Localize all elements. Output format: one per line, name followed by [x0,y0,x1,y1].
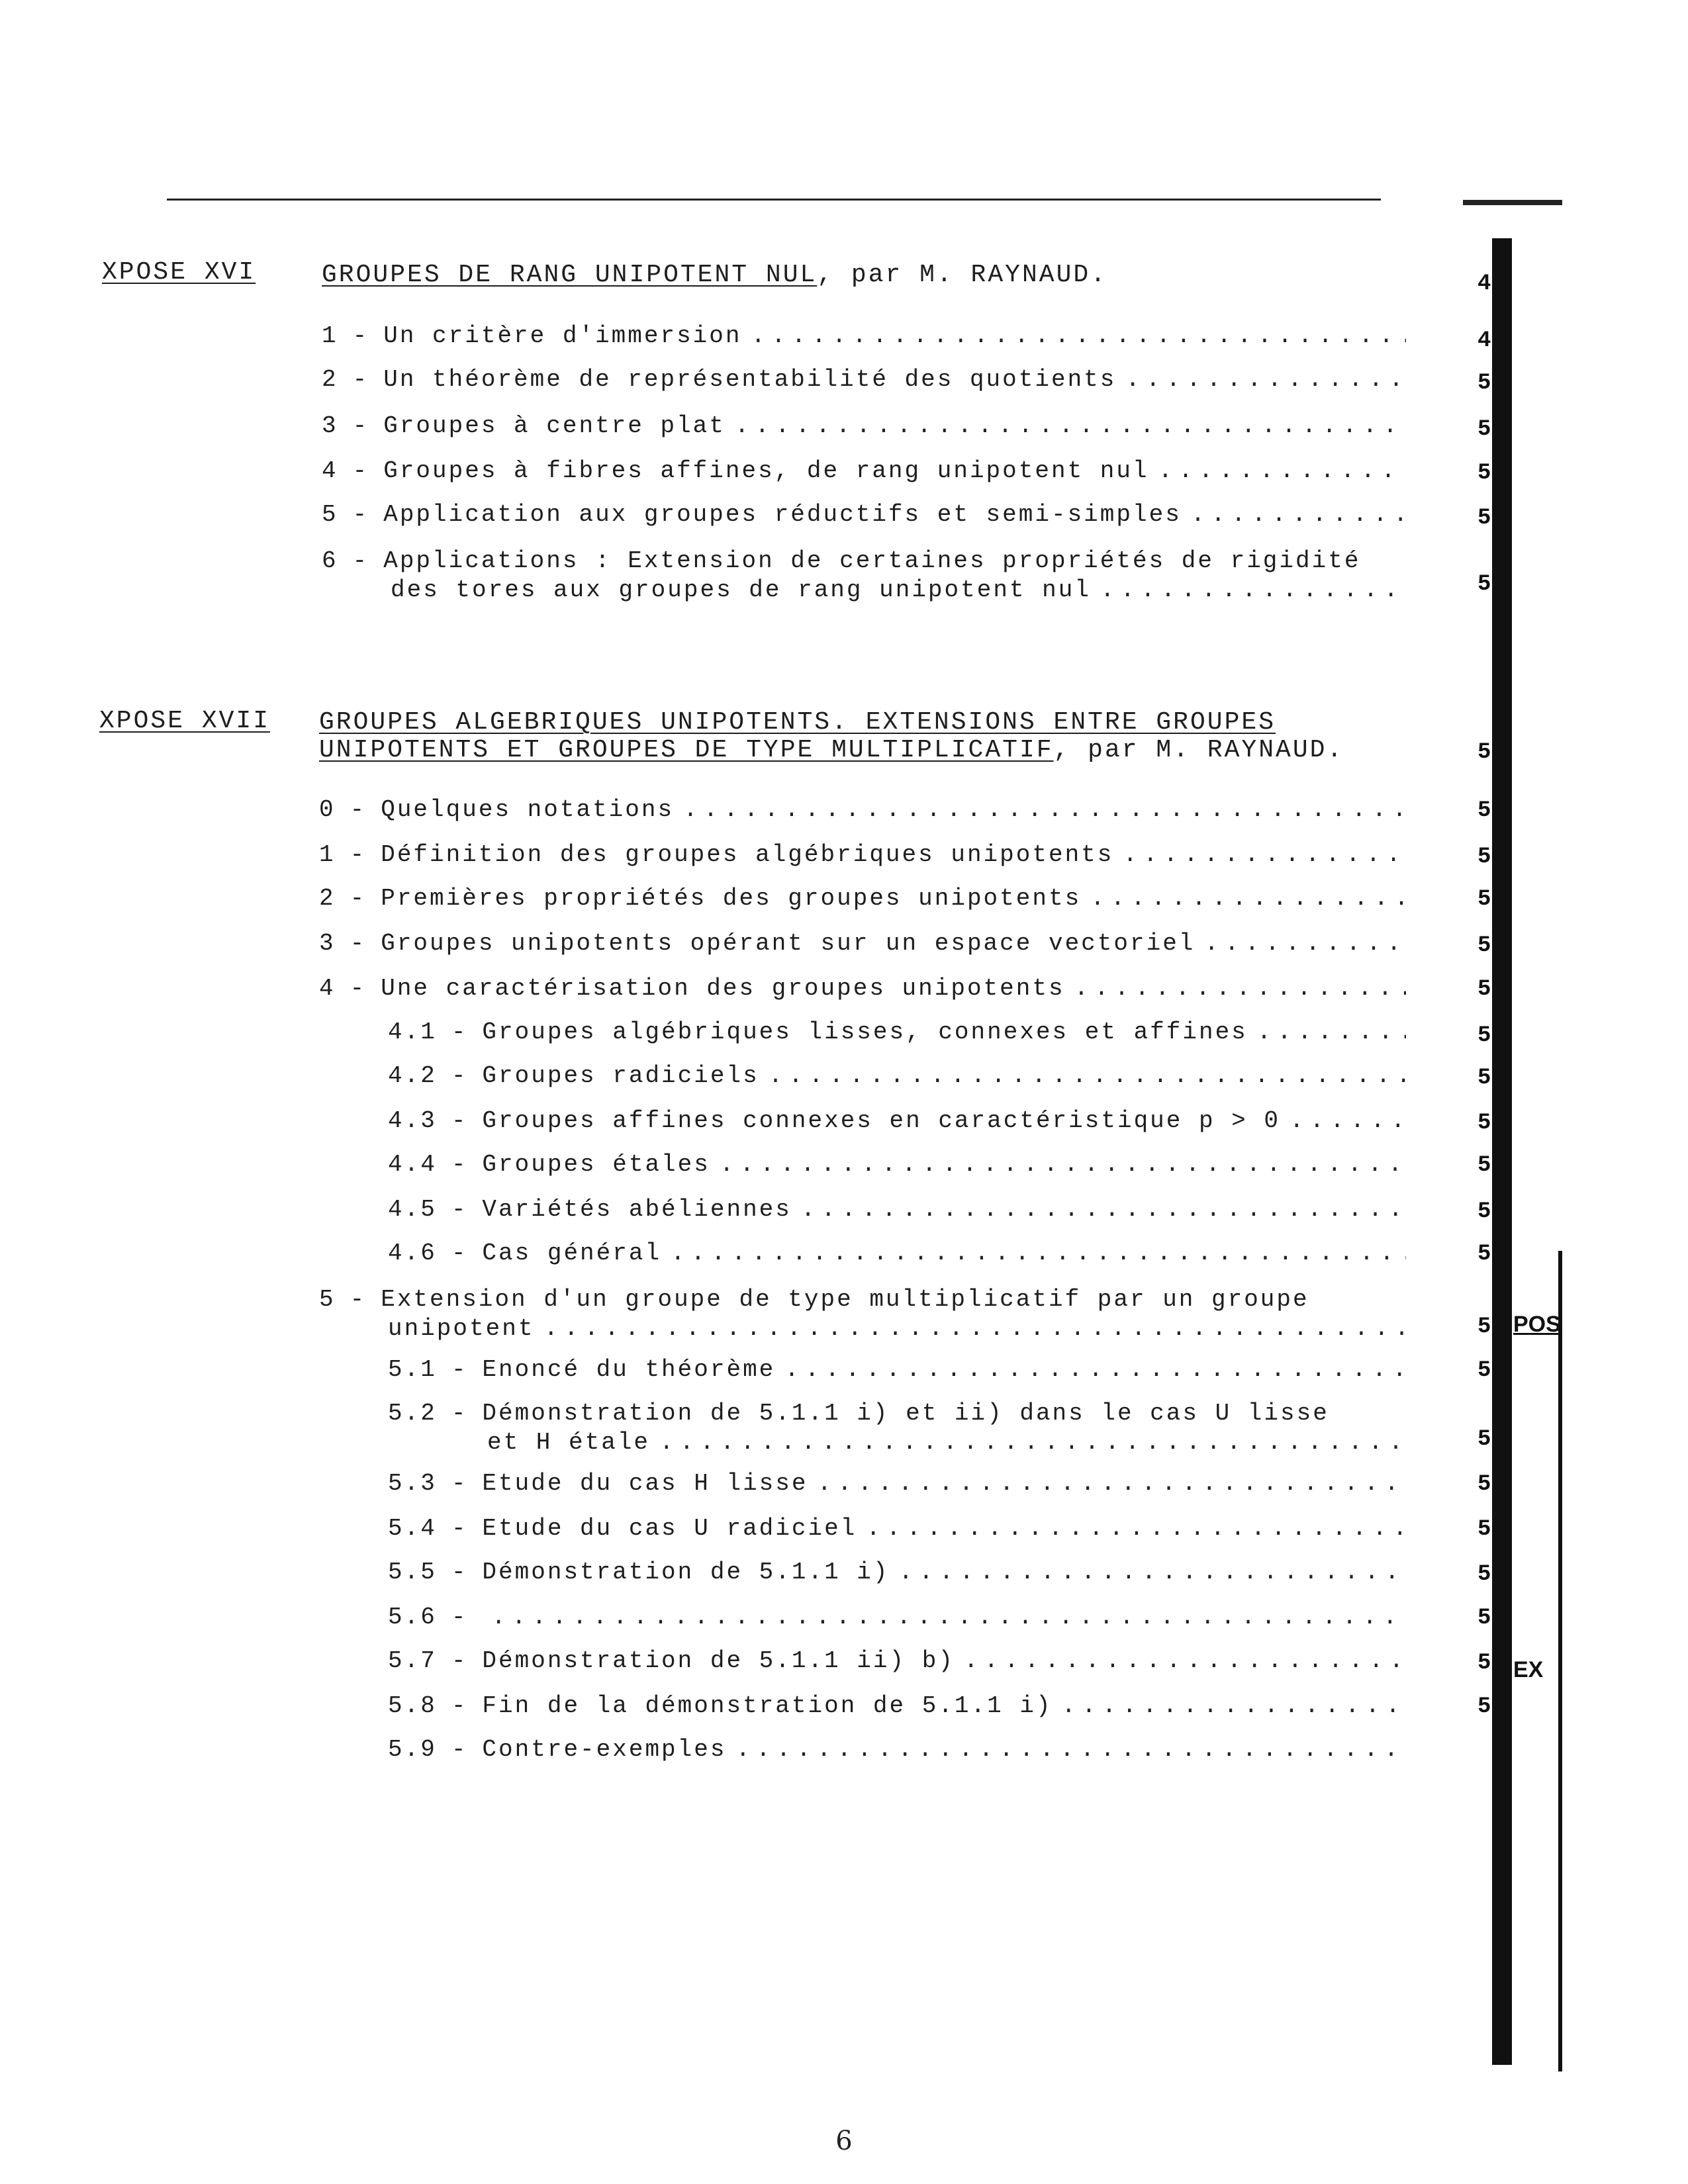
toc-entry-number: 5.7 [388,1647,437,1674]
toc-entry [322,365,1406,394]
toc-entry-dash: - [451,1515,468,1542]
toc-entry-dash: - [451,1647,468,1674]
toc-entry-number: 5.1 [388,1356,437,1383]
toc-entry-number: 5.4 [388,1515,437,1542]
section-title-xvii-line1-underlined: GROUPES ALGEBRIQUES UNIPOTENTS. EXTENSIONS ENTRE GROUPES [319,708,1276,737]
toc-entry [388,1355,1406,1385]
dot-leader [866,1514,1406,1543]
toc-entry [388,1399,1406,1457]
toc-entry-dash: - [352,412,369,439]
toc-page-number: 5 [1477,1694,1491,1719]
toc-entry-title: Groupes radiciels [482,1062,759,1089]
toc-page-number: 5 [1477,1242,1491,1267]
section-title-xvii-line2-rest: , par M. RAYNAUD. [1053,736,1344,764]
dot-leader [735,412,1406,441]
toc-entry-title: Groupes algébriques lisses, connexes et affines [482,1019,1248,1046]
dot-leader [659,1428,1406,1457]
dot-leader [1204,929,1406,958]
toc-entry-dash: - [451,1559,468,1586]
toc-page-number: 5 [1477,1314,1491,1340]
toc-page-number: 5 [1477,1358,1491,1383]
toc-page-number: 5 [1477,1066,1491,1091]
toc-entry-dash: - [451,1151,468,1178]
toc-page-number: 5 [1477,844,1491,870]
toc-entry-number: 1 [322,322,338,349]
toc-entry [319,884,1406,913]
toc-page-number: 5 [1477,887,1491,912]
toc-page-number: 5 [1477,1472,1491,1497]
toc-entry-title: Applications : Extension de certaines propriétés de rigidité [383,547,1361,574]
toc-entry-title: Quelques notations [381,796,675,823]
toc-entry [388,1150,1406,1179]
toc-entry [388,1469,1406,1498]
dot-leader [1257,1018,1406,1047]
toc-entry-dash: - [451,1240,468,1267]
toc-page-number: 5 [1477,1427,1491,1452]
section-label-xvii: XPOSE XVII [99,707,271,735]
toc-entry [319,974,1406,1003]
toc-entry-number: 1 [319,841,336,868]
toc-entry-title: Etude du cas U radiciel [482,1515,857,1542]
toc-page-number: 5 [1477,1111,1491,1136]
toc-entry-title: Groupes à fibres affines, de rang unipotent nul [383,457,1149,484]
dot-leader [1100,576,1406,605]
dot-leader [818,1469,1407,1498]
toc-entry-number: 4.2 [388,1062,437,1089]
toc-entry [322,457,1406,486]
toc-page-number: 5 [1477,798,1491,823]
dot-leader [1191,500,1406,529]
toc-entry [319,841,1406,870]
toc-entry-dash: - [350,796,367,823]
toc-entry-title: Groupes unipotents opérant sur un espace vectoriel [381,930,1196,957]
dot-leader [491,1603,1406,1632]
toc-entry-dash: - [350,841,367,868]
toc-entry-number: 5 [322,501,338,528]
toc-entry [388,1195,1406,1224]
dot-leader [671,1239,1406,1268]
toc-entry-title: Définition des groupes algébriques unipotents [381,841,1114,868]
toc-entry-dash: - [352,547,369,574]
toc-entry-title: Premières propriétés des groupes unipotents [381,885,1082,912]
toc-entry-title: Cas général [482,1240,662,1267]
toc-entry [319,929,1406,958]
toc-entry-title: Enoncé du théorème [482,1356,776,1383]
toc-entry [388,1692,1406,1721]
toc-entry-title: Un théorème de représentabilité des quotients [383,366,1117,393]
toc-entry-number: 4.1 [388,1019,437,1046]
toc-entry [388,1018,1406,1047]
toc-entry-title: Démonstration de 5.1.1 ii) b) [482,1647,955,1674]
toc-page-number: 5 [1477,506,1491,531]
dot-leader [769,1062,1406,1091]
toc-entry-number: 5.5 [388,1559,437,1586]
toc-page-number: 5 [1477,1199,1491,1224]
toc-entry [388,1514,1406,1543]
dot-leader [801,1195,1406,1224]
toc-entry-number: 4.5 [388,1196,437,1223]
toc-entry-title-continuation: unipotent [388,1315,535,1342]
toc-page-number: 5 [1477,1606,1491,1631]
dot-leader [683,796,1406,825]
toc-entry-number: 6 [322,547,338,574]
toc-entry [319,1285,1406,1343]
toc-entry-number: 5 [319,1286,336,1313]
toc-entry-dash: - [350,930,367,957]
toc-entry [388,1239,1406,1268]
toc-entry-dash: - [451,1062,468,1089]
toc-entry-dash: - [350,885,367,912]
toc-entry [322,547,1406,605]
toc-entry-number: 5.2 [388,1400,437,1427]
toc-entry-number: 2 [322,366,338,393]
dot-leader [1074,974,1406,1003]
toc-entry-number: 4.3 [388,1107,437,1134]
toc-page-number: 5 [1477,1153,1491,1178]
dot-leader [1123,841,1406,870]
toc-entry-dash: - [451,1107,468,1134]
toc-entry-number: 2 [319,885,336,912]
toc-entry-title: Un critère d'immersion [383,322,742,349]
toc-entry-dash: - [350,975,367,1002]
toc-page-number: 5 [1477,933,1491,958]
page-number-footer: 6 [835,2126,853,2156]
section-label-xvi: XPOSE XVI [102,258,256,287]
dot-leader [964,1647,1406,1676]
toc-page-number: 5 [1477,1517,1491,1542]
toc-entry-number: 4 [322,457,338,484]
toc-entry [322,500,1406,529]
toc-entry-title: Etude du cas H lisse [482,1470,808,1497]
toc-page-number: 5 [1477,740,1491,765]
toc-entry-dash: - [352,457,369,484]
toc-entry-title: Fin de la démonstration de 5.1.1 i) [482,1692,1053,1719]
dot-leader [1289,1107,1406,1136]
toc-entry [388,1107,1406,1136]
toc-entry-number: 4.6 [388,1240,437,1267]
toc-entry-number: 4.4 [388,1151,437,1178]
toc-entry-title-continuation: et H étale [487,1429,651,1456]
toc-entry [322,412,1406,441]
toc-entry-title: Démonstration de 5.1.1 i) et ii) dans le cas U lisse [482,1400,1329,1427]
section-title-xvi-underlined: GROUPES DE RANG UNIPOTENT NUL [322,261,818,289]
toc-entry-dash: - [451,1019,468,1046]
toc-page-number: 5 [1477,572,1491,597]
toc-entry-title: Groupes étales [482,1151,710,1178]
toc-entry-title: Une caractérisation des groupes unipotents [381,975,1065,1002]
toc-entry-dash: - [451,1400,468,1427]
toc-entry-title: Extension d'un groupe de type multiplicatif par un groupe [381,1286,1309,1313]
dot-leader [720,1150,1406,1179]
toc-entry-title: Application aux groupes réductifs et semi-simples [383,501,1182,528]
toc-entry-title: Démonstration de 5.1.1 i) [482,1559,890,1586]
toc-entry-dash: - [352,322,369,349]
dot-leader [899,1558,1406,1587]
toc-page-number: 5 [1477,461,1491,486]
toc-page-number: 5 [1477,417,1491,442]
dot-leader [784,1355,1406,1385]
toc-entry-number: 5.8 [388,1692,437,1719]
edge-fragment-pos: POS [1513,1312,1561,1337]
toc-entry-dash: - [451,1356,468,1383]
edge-fragment-ex: EX [1513,1657,1544,1682]
toc-entry-number: 3 [319,930,336,957]
toc-page-number: 5 [1477,977,1491,1002]
toc-entry-dash: - [350,1286,367,1313]
toc-page-number: 5 [1477,1651,1491,1676]
section-title-xvii-line2-underlined: UNIPOTENTS ET GROUPES DE TYPE MULTIPLICATIF [319,736,1054,764]
toc-entry-dash: - [352,366,369,393]
toc-entry-number: 5.3 [388,1470,437,1497]
dot-leader [1090,884,1406,913]
toc-page-number: 4 [1477,271,1491,296]
toc-entry-number: 3 [322,412,338,439]
toc-entry-title-continuation: des tores aux groupes de rang unipotent nul [391,576,1091,604]
toc-entry-number: 5.6 [388,1604,437,1631]
toc-entry-title: Variétés abéliennes [482,1196,792,1223]
toc-entry-title: Contre-exemples [482,1736,727,1763]
toc-entry-dash: - [451,1604,468,1631]
toc-page-number: 5 [1477,1023,1491,1048]
dot-leader [1125,365,1406,394]
toc-page-number: 5 [1477,1562,1491,1587]
dot-leader [751,322,1407,351]
toc-entry-number: 5.9 [388,1736,437,1763]
toc-page-number: 5 [1477,371,1491,396]
toc-entry-dash: - [451,1196,468,1223]
toc-entry [388,1735,1406,1764]
toc-entry-dash: - [451,1470,468,1497]
toc-entry [388,1647,1406,1676]
toc-entry-title: Groupes affines connexes en caractéristique p > 0 [482,1107,1280,1134]
toc-entry [319,796,1406,825]
toc-entry-dash: - [451,1736,468,1763]
dot-leader [543,1314,1406,1343]
toc-entry-number: 0 [319,796,336,823]
toc-entry-title: Groupes à centre plat [383,412,726,439]
section-title-xvi-rest: , par M. RAYNAUD. [817,261,1107,289]
toc-entry [322,322,1406,351]
toc-entry [388,1603,1406,1632]
toc-entry [388,1062,1406,1091]
toc-entry [388,1558,1406,1587]
toc-entry-dash: - [352,501,369,528]
dot-leader [1158,457,1406,486]
toc-entry-dash: - [451,1692,468,1719]
dot-leader [1062,1692,1406,1721]
dot-leader [735,1735,1406,1764]
toc-entry-number: 4 [319,975,336,1002]
toc-page-number: 4 [1477,328,1491,353]
